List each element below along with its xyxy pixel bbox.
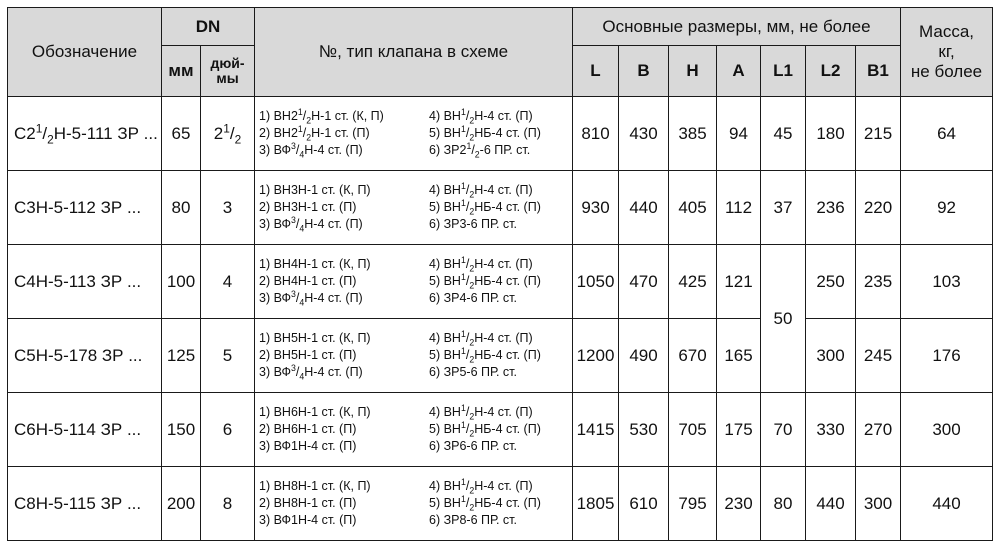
cell-designation: С6Н-5-114 ЗР ... [8, 393, 162, 467]
cell-designation: С5Н-5-178 ЗР ... [8, 319, 162, 393]
cell-A: 165 [717, 319, 761, 393]
cell-dn-mm: 65 [162, 97, 201, 171]
cell-valves [255, 245, 573, 319]
cell-A: 94 [717, 97, 761, 171]
valve-item: 6) ЗР8-6 ПР. ст. [429, 513, 517, 527]
valve-item: 2) ВН4Н-1 ст. (П) [259, 274, 357, 288]
valve-list [259, 254, 568, 308]
header-mass: Масса, кг, не более [901, 8, 993, 97]
valve-item: 6) ЗР3-6 ПР. ст. [429, 217, 517, 231]
header-A: A [717, 46, 761, 97]
cell-A: 112 [717, 171, 761, 245]
cell-mass: 176 [901, 319, 993, 393]
specs-table [7, 7, 993, 541]
cell-L2: 440 [806, 467, 856, 541]
cell-dn-mm: 100 [162, 245, 201, 319]
valve-item: 6) ЗР4-6 ПР. ст. [429, 291, 517, 305]
cell-B: 470 [619, 245, 669, 319]
cell-B: 490 [619, 319, 669, 393]
cell-L1: 37 [761, 171, 806, 245]
cell-mass: 300 [901, 393, 993, 467]
valve-item: 4) $ВН^1/_2Н-4$ ст. (П) [429, 180, 533, 200]
cell-designation: $С2^1/_2Н-5-111$ ЗР ... [8, 97, 162, 171]
cell-B: 440 [619, 171, 669, 245]
cell-L: 930 [573, 171, 619, 245]
valve-item: 2) ВН8Н-1 ст. (П) [259, 496, 357, 510]
table-row [8, 97, 993, 171]
cell-dn-inch: 6 [201, 393, 255, 467]
cell-L: 810 [573, 97, 619, 171]
header-L1: L1 [761, 46, 806, 97]
header-L: L [573, 46, 619, 97]
cell-L2: 236 [806, 171, 856, 245]
header-dn: DN [162, 8, 255, 46]
valve-item: 3) ВФ1Н-4 ст. (П) [259, 513, 357, 527]
valve-item: 5) $ВН^1/_2НБ-4$ ст. (П) [429, 493, 541, 513]
header-valve-scheme: №, тип клапана в схеме [255, 8, 573, 97]
cell-L: 1805 [573, 467, 619, 541]
cell-H: 385 [669, 97, 717, 171]
table-row [8, 245, 993, 319]
cell-L1: 70 [761, 393, 806, 467]
cell-B1: 220 [856, 171, 901, 245]
valve-item: 1) ВН6Н-1 ст. (К, П) [259, 405, 371, 419]
cell-dn-inch: 4 [201, 245, 255, 319]
cell-B1: 300 [856, 467, 901, 541]
cell-H: 705 [669, 393, 717, 467]
cell-valves [255, 319, 573, 393]
valve-item: 5) $ВН^1/_2НБ-4$ ст. (П) [429, 271, 541, 291]
cell-L: 1415 [573, 393, 619, 467]
cell-B: 610 [619, 467, 669, 541]
cell-designation: С8Н-5-115 ЗР ... [8, 467, 162, 541]
valve-item: 3) $ВФ^3/_4Н-4$ ст. (П) [259, 140, 363, 160]
cell-L2: 330 [806, 393, 856, 467]
valve-item: 1) ВН8Н-1 ст. (К, П) [259, 479, 371, 493]
table-row [8, 319, 993, 393]
cell-mass: 92 [901, 171, 993, 245]
cell-dn-mm: 150 [162, 393, 201, 467]
valve-item: 4) $ВН^1/_2Н-4$ ст. (П) [429, 254, 533, 274]
header-L2: L2 [806, 46, 856, 97]
cell-A: 175 [717, 393, 761, 467]
header-dimensions: Основные размеры, мм, не более [573, 8, 901, 46]
cell-mass: 103 [901, 245, 993, 319]
cell-dn-inch: 8 [201, 467, 255, 541]
cell-H: 405 [669, 171, 717, 245]
cell-H: 670 [669, 319, 717, 393]
cell-valves [255, 97, 573, 171]
cell-dn-mm: 80 [162, 171, 201, 245]
valve-item: 5) $ВН^1/_2НБ-4$ ст. (П) [429, 419, 541, 439]
cell-L1: 80 [761, 467, 806, 541]
table-row [8, 171, 993, 245]
valve-item: 1) ВН5Н-1 ст. (К, П) [259, 331, 371, 345]
table-row [8, 467, 993, 541]
cell-H: 795 [669, 467, 717, 541]
table-row [8, 393, 993, 467]
valve-item: 3) $ВФ^3/_4Н-4$ ст. (П) [259, 362, 363, 382]
cell-L2: 250 [806, 245, 856, 319]
valve-item: 5) $ВН^1/_2НБ-4$ ст. (П) [429, 123, 541, 143]
valve-item: 3) ВФ1Н-4 ст. (П) [259, 439, 357, 453]
table-body [8, 97, 993, 541]
cell-dn-mm: 125 [162, 319, 201, 393]
valve-list [259, 402, 568, 454]
cell-L: 1050 [573, 245, 619, 319]
cell-B: 430 [619, 97, 669, 171]
valve-item: 2) ВН5Н-1 ст. (П) [259, 348, 357, 362]
cell-designation: С4Н-5-113 ЗР ... [8, 245, 162, 319]
cell-B1: 215 [856, 97, 901, 171]
cell-valves [255, 171, 573, 245]
valve-list [259, 476, 568, 528]
header-B: B [619, 46, 669, 97]
header-dn-mm: мм [162, 46, 201, 97]
valve-item: 2) ВН3Н-1 ст. (П) [259, 200, 357, 214]
cell-L2: 300 [806, 319, 856, 393]
cell-A: 230 [717, 467, 761, 541]
header-H: H [669, 46, 717, 97]
cell-H: 425 [669, 245, 717, 319]
valve-item: 6) ЗР6-6 ПР. ст. [429, 439, 517, 453]
cell-L2: 180 [806, 97, 856, 171]
cell-designation: С3Н-5-112 ЗР ... [8, 171, 162, 245]
valve-item: 2) ВН6Н-1 ст. (П) [259, 422, 357, 436]
valve-item: 3) $ВФ^3/_4Н-4$ ст. (П) [259, 288, 363, 308]
cell-dn-inch: 3 [201, 171, 255, 245]
cell-B1: 245 [856, 319, 901, 393]
valve-item: 2) $ВН2^1/_2Н-1$ ст. (П) [259, 123, 370, 143]
valve-item: 5) $ВН^1/_2НБ-4$ ст. (П) [429, 197, 541, 217]
valve-list [259, 180, 568, 234]
cell-dn-mm: 200 [162, 467, 201, 541]
header-B1: B1 [856, 46, 901, 97]
valve-item: 4) $ВН^1/_2Н-4$ ст. (П) [429, 328, 533, 348]
cell-dn-inch: 5 [201, 319, 255, 393]
valve-item: 1) ВН4Н-1 ст. (К, П) [259, 257, 371, 271]
cell-L1: 45 [761, 97, 806, 171]
valve-item: 5) $ВН^1/_2НБ-4$ ст. (П) [429, 345, 541, 365]
valve-item: 6) ЗР5-6 ПР. ст. [429, 365, 517, 379]
valve-item: 6) $ЗР2^1/_2-6$ ПР. ст. [429, 140, 531, 160]
valve-item: 4) $ВН^1/_2Н-4$ ст. (П) [429, 106, 533, 126]
valve-item: 3) $ВФ^3/_4Н-4$ ст. (П) [259, 214, 363, 234]
valve-list [259, 106, 568, 160]
valve-list [259, 328, 568, 382]
valve-item: 1) ВН3Н-1 ст. (К, П) [259, 183, 371, 197]
cell-mass: 64 [901, 97, 993, 171]
valve-item: 4) $ВН^1/_2Н-4$ ст. (П) [429, 476, 533, 496]
cell-B: 530 [619, 393, 669, 467]
cell-L: 1200 [573, 319, 619, 393]
cell-valves [255, 393, 573, 467]
valve-item: 4) $ВН^1/_2Н-4$ ст. (П) [429, 402, 533, 422]
cell-mass: 440 [901, 467, 993, 541]
cell-L1: 50 [761, 245, 806, 393]
cell-valves [255, 467, 573, 541]
header-dn-inch: дюй- мы [201, 46, 255, 97]
cell-B1: 235 [856, 245, 901, 319]
cell-B1: 270 [856, 393, 901, 467]
valve-item: 1) $ВН2^1/_2Н-1$ ст. (К, П) [259, 106, 384, 126]
cell-dn-inch: $2^1/_2$ [201, 97, 255, 171]
cell-A: 121 [717, 245, 761, 319]
header-designation: Обозначение [8, 8, 162, 97]
